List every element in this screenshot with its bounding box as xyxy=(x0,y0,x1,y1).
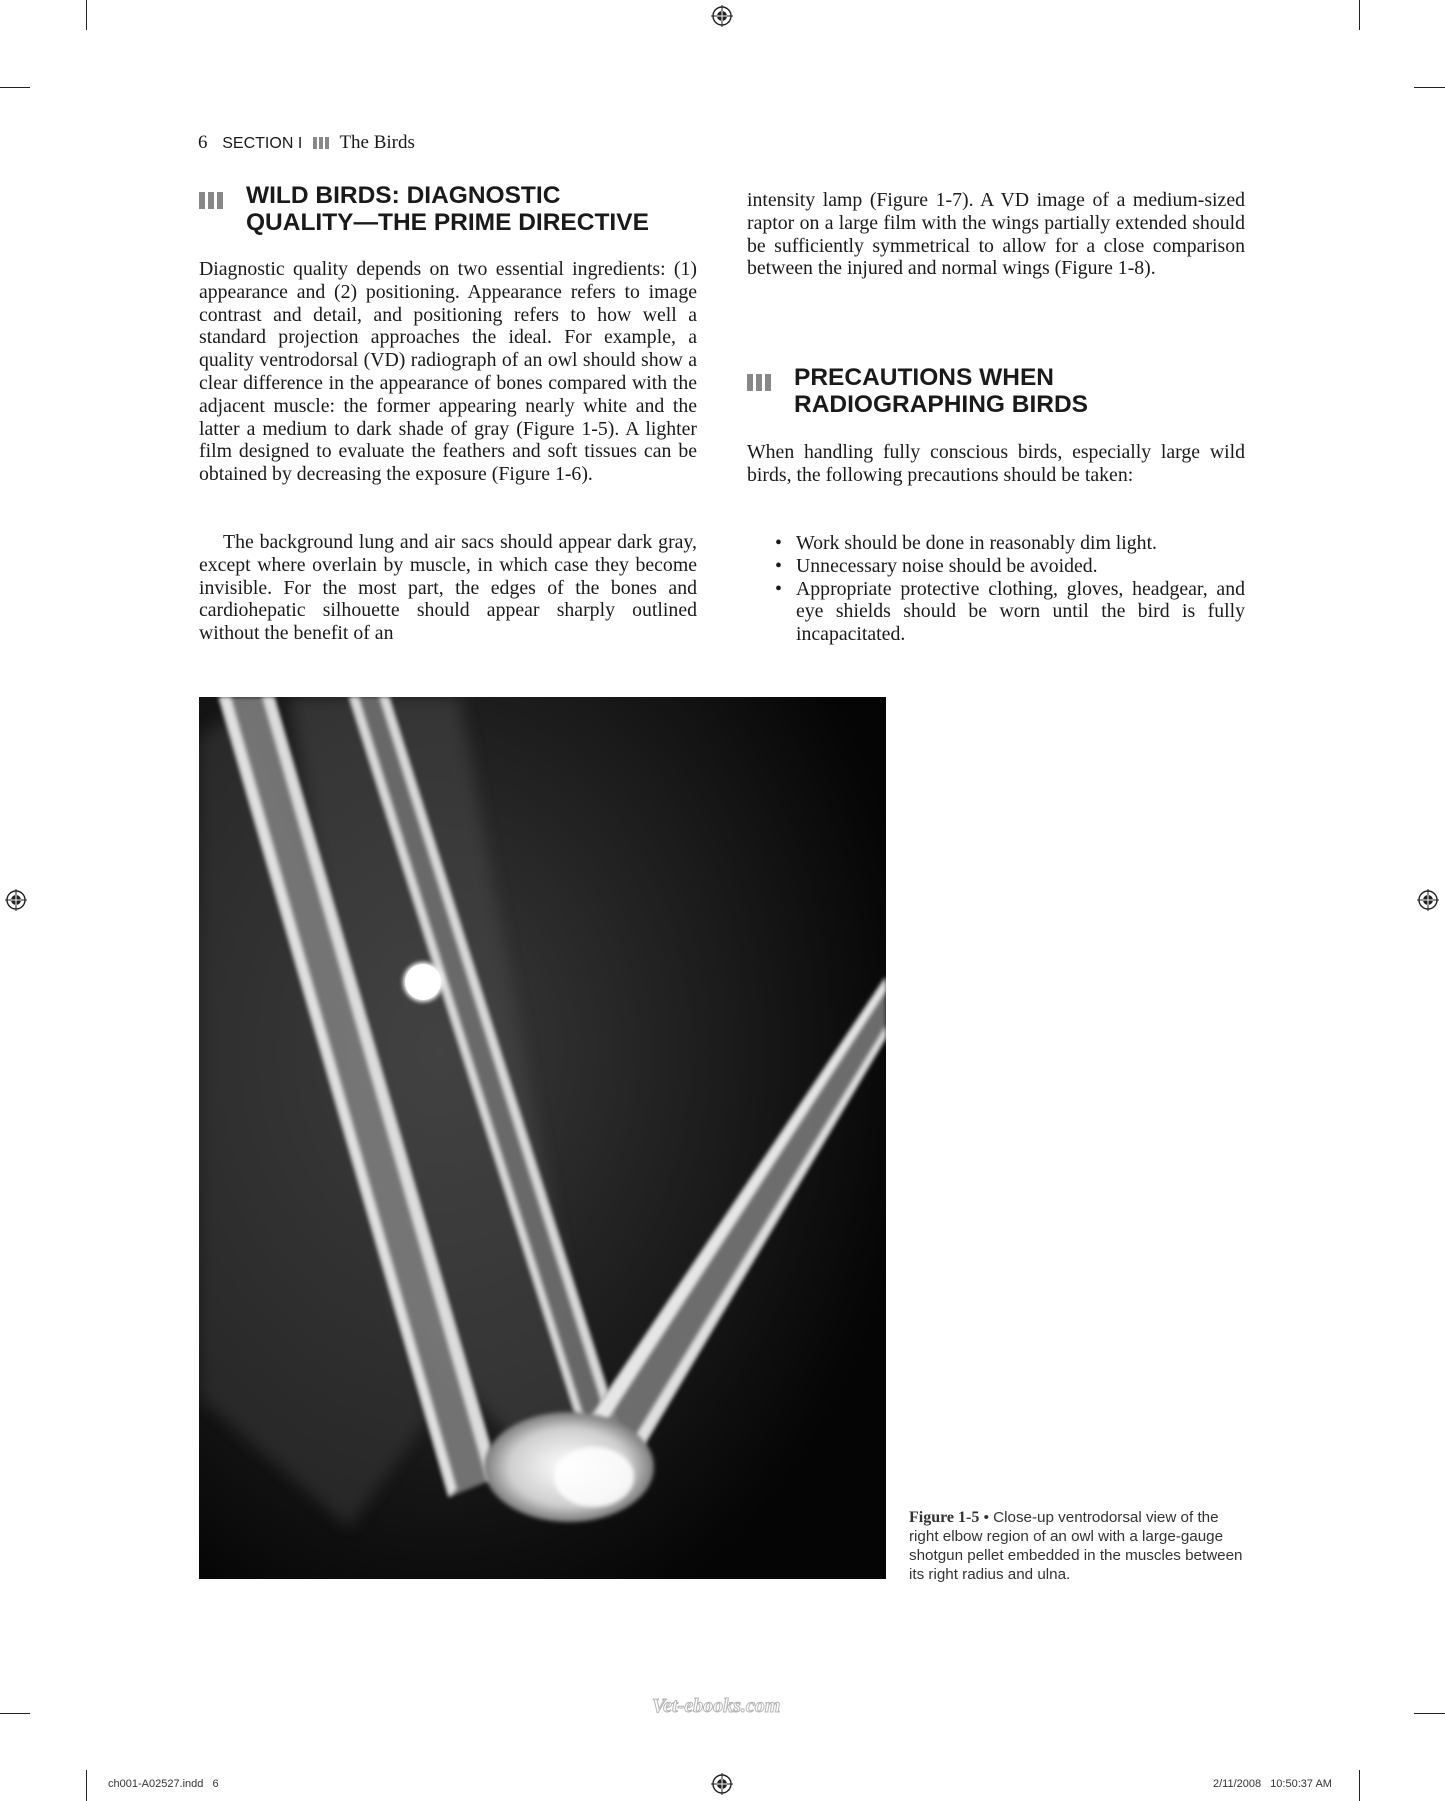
list-item: • Appropriate protective clothing, gloves, headgear, and eye shields should be worn until the bird is fully incapacitated. xyxy=(773,578,1245,646)
figure-label: Figure 1-5 xyxy=(909,1509,980,1526)
section-divider-icon xyxy=(313,133,331,155)
heading-bars-icon xyxy=(747,370,774,397)
body-paragraph: intensity lamp (Figure 1-7). A VD image of a medium-sized raptor on a large film with the wings partially extended should be sufficiently symmetrical to allow for a close comparison between the injured and normal wings (Figure 1-8). xyxy=(747,189,1245,280)
footer-file-page: 6 xyxy=(212,1778,219,1790)
footer-time: 10:50:37 AM xyxy=(1270,1778,1332,1790)
registration-mark-icon xyxy=(1417,889,1439,911)
list-item: • Unnecessary noise should be avoided. xyxy=(773,555,1245,578)
running-header xyxy=(198,132,415,155)
section-heading-precautions xyxy=(747,364,1294,418)
crop-mark xyxy=(0,1713,30,1714)
section-label: SECTION I xyxy=(222,135,303,152)
body-paragraph: Diagnostic quality depends on two essential ingredients: (1) appearance and (2) positioning. Appearance refers to image contrast and detail, and positioning refers to how well a standard projection approaches the ideal. For example, a quality ventrodorsal (VD) radiograph of an owl should show a clear difference in the appearance of bones compared with the adjacent muscle: the former appearing nearly white and the latter a medium to dark shade of gray (Figure 1-5). A lighter film designed to evaluate the feathers and soft tissues can be obtained by decreasing the exposure (Figure 1-6). xyxy=(199,258,697,486)
list-item: • Work should be done in reasonably dim light. xyxy=(773,532,1245,555)
heading-line: RADIOGRAPHING BIRDS xyxy=(794,391,1089,418)
radiograph-figure xyxy=(199,697,886,1579)
crop-mark xyxy=(1359,1770,1360,1801)
figure-caption xyxy=(909,1508,1245,1584)
footer-timestamp xyxy=(1213,1778,1332,1790)
section-heading-wild-birds xyxy=(199,182,766,236)
radiograph-image xyxy=(199,697,886,1579)
crop-mark xyxy=(1359,0,1360,30)
registration-mark-icon xyxy=(711,5,733,27)
footer-file-slug xyxy=(108,1778,219,1790)
heading-line: QUALITY—THE PRIME DIRECTIVE xyxy=(246,209,649,236)
crop-mark xyxy=(1414,1713,1445,1714)
crop-mark xyxy=(86,1770,87,1801)
watermark-logo xyxy=(650,1690,795,1725)
registration-mark-icon xyxy=(5,889,27,911)
crop-mark xyxy=(86,0,87,30)
watermark-logo-image xyxy=(650,1690,795,1720)
page-number: 6 xyxy=(198,132,208,153)
section-title: The Birds xyxy=(339,132,415,153)
footer-date: 2/11/2008 xyxy=(1213,1778,1262,1790)
heading-line: WILD BIRDS: DIAGNOSTIC xyxy=(246,182,561,209)
caption-separator: • xyxy=(983,1509,989,1526)
body-paragraph: The background lung and air sacs should appear dark gray, except where overlain by muscle, in which case they become invisible. For the most part, the edges of the bones and cardiohepatic silhouette should appear sharply outlined without the benefit of an xyxy=(199,531,697,645)
caption-text: Close-up ventrodorsal view of the right elbow region of an owl with a large-gauge shotgun pellet embedded in the muscles between its right radius and ulna. xyxy=(909,1509,1243,1583)
heading-line: PRECAUTIONS WHEN xyxy=(794,364,1054,391)
precautions-list xyxy=(773,532,1245,646)
footer-file-name: ch001-A02527.indd xyxy=(108,1778,204,1790)
watermark-text: Vet-ebooks.com xyxy=(652,1695,781,1717)
crop-mark xyxy=(0,87,30,88)
registration-mark-icon xyxy=(711,1773,733,1795)
heading-bars-icon xyxy=(199,188,226,215)
crop-mark xyxy=(1414,87,1445,88)
body-paragraph: When handling fully conscious birds, especially large wild birds, the following precautions should be taken: xyxy=(747,441,1245,486)
